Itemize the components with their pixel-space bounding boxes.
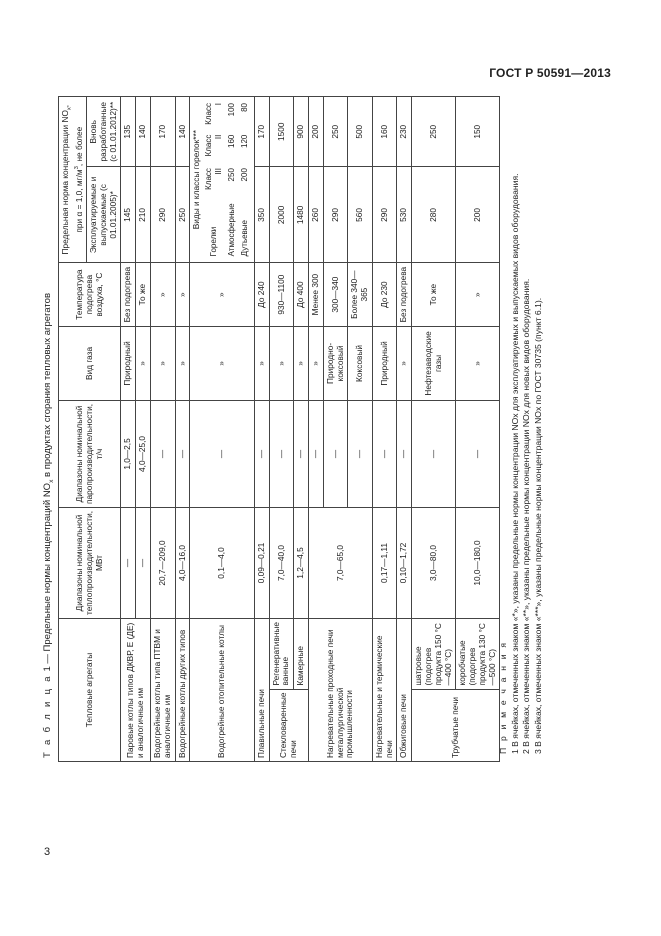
cell-steam: — <box>294 400 309 507</box>
burner-value: 250 <box>226 168 236 182</box>
page-number: 3 <box>44 846 51 858</box>
norm-sub: x <box>66 107 73 111</box>
cell-heat: 4,0—16,0 <box>175 507 190 618</box>
cell-unit-sub: шатровые (подогрев продукта 150 °С—400 °С) <box>412 619 456 690</box>
burner-value: 80 <box>240 103 250 112</box>
cell-steam: — <box>456 400 500 507</box>
cell-temp: 300—340 <box>323 263 348 327</box>
cell-existing: 2000 <box>269 167 294 263</box>
cell-heat: 1,2—4,5 <box>294 507 309 618</box>
cell-temp: До 230 <box>372 263 397 327</box>
burner-value: 160 <box>226 134 236 148</box>
cell-existing: 280 <box>412 167 456 263</box>
cell-heat: 0,09—0,21 <box>254 507 269 618</box>
burner-classes-cell <box>190 97 255 263</box>
note-item: 1 В ячейках, отмеченных знаком «*», указаны предельные нормы концентрации NOx для эксплуатируемых и выпускаемых видов оборудования. <box>509 173 520 754</box>
cell-existing: 350 <box>254 167 269 263</box>
cell-existing: 560 <box>348 167 373 263</box>
caption-prefix: Т а б л и ц а <box>42 674 53 758</box>
cell-new: 900 <box>294 97 309 168</box>
cell-new: 170 <box>150 97 175 168</box>
cell-temp: То же <box>412 263 456 327</box>
cell-temp: Без подогрева <box>397 263 412 327</box>
cell-steam: — <box>412 400 456 507</box>
col-header-existing: Эксплуатируемые и выпускаемые (с 01.01.2005)* <box>87 167 121 263</box>
burner-col-head: Класс III <box>204 168 223 190</box>
cell-existing: 145 <box>121 167 136 263</box>
cell-heat: 7,0—65,0 <box>308 507 372 618</box>
cell-temp: До 240 <box>254 263 269 327</box>
cell-unit: Водогрейные котлы других типов <box>175 619 190 762</box>
cell-existing: 250 <box>175 167 190 263</box>
cell-unit-group: Стекловаренные печи <box>269 689 308 761</box>
cell-gas: Природный <box>372 326 397 400</box>
cell-heat: 10,0—180,0 <box>456 507 500 618</box>
cell-steam: 4,0—25,0 <box>136 400 151 507</box>
caption-sub: x <box>47 479 55 483</box>
norm-label-mid: , при α = 1,0, мг/м <box>60 104 84 233</box>
cell-heat: 20,7—209,0 <box>150 507 175 618</box>
cell-steam: — <box>348 400 373 507</box>
cell-unit-sub: Регенеративные ванные <box>269 619 294 690</box>
table-row <box>412 97 456 762</box>
table-caption <box>42 293 55 758</box>
cell-unit: Паровые котлы типов ДКВР, Е (ДЕ) и аналогичные им <box>121 619 151 762</box>
cell-heat: 7,0—40,0 <box>269 507 294 618</box>
cell-unit: Нагревательные проходные печи металлургической промышленности <box>308 619 372 762</box>
cell-gas: Коксовый <box>348 326 373 400</box>
cell-temp: » <box>150 263 175 327</box>
cell-gas: » <box>136 326 151 400</box>
cell-existing: 200 <box>456 167 500 263</box>
table-row <box>190 97 255 762</box>
cell-gas: » <box>397 326 412 400</box>
burner-value: 100 <box>226 103 236 117</box>
cell-temp: Без подогрева <box>121 263 136 327</box>
cell-temp: » <box>175 263 190 327</box>
cell-new: 150 <box>456 97 500 168</box>
cell-existing: 290 <box>323 167 348 263</box>
cell-heat: 0,1—4,0 <box>190 507 255 618</box>
cell-new: 250 <box>323 97 348 168</box>
cell-temp: » <box>190 263 255 327</box>
cell-gas: » <box>269 326 294 400</box>
cell-new: 140 <box>136 97 151 168</box>
burner-value: 120 <box>240 134 250 148</box>
landscape-area <box>38 90 600 766</box>
cell-heat: — <box>121 507 136 618</box>
cell-heat: — <box>136 507 151 618</box>
cell-new: 170 <box>254 97 269 168</box>
cell-unit: Водогрейные котлы типа ПТВМ и аналогичные им <box>150 619 175 762</box>
cell-gas: Природно-коксовый <box>323 326 348 400</box>
nox-norms-table <box>58 96 500 762</box>
note-item: 2 В ячейках, отмеченных знаком «**», указаны предельные нормы концентрации NOx для новых видов оборудования. <box>521 278 532 754</box>
notes-title: П р и м е ч а н и я <box>498 640 508 754</box>
cell-gas: Нефтезаводские газы <box>412 326 456 400</box>
cell-steam: — <box>372 400 397 507</box>
cell-existing: 210 <box>136 167 151 263</box>
table-row <box>254 97 269 762</box>
cell-unit-group: Трубчатые печи <box>412 689 500 761</box>
cell-unit-sub: коробчатые (подогрев продукта 130 °С—500 °С) <box>456 619 500 690</box>
table-row <box>397 97 412 762</box>
col-header-units: Тепловые агрегаты <box>59 619 121 762</box>
burner-classes-title: Виды и классы горелок*** <box>191 130 202 230</box>
table-row <box>269 97 294 762</box>
cell-steam: — <box>308 400 323 507</box>
cell-steam: — <box>254 400 269 507</box>
burner-col-head: Класс II <box>204 134 223 157</box>
cell-gas: » <box>294 326 309 400</box>
cell-steam: — <box>397 400 412 507</box>
cell-temp: До 400 <box>294 263 309 327</box>
cell-unit: Плавильные печи <box>254 619 269 762</box>
cell-unit-sub: Камерные <box>294 619 309 690</box>
cell-temp: » <box>456 263 500 327</box>
norm-label-post: , не более <box>73 126 84 167</box>
cell-unit: Обжиговые печи <box>397 619 412 762</box>
cell-new: 250 <box>412 97 456 168</box>
table-row <box>456 97 500 762</box>
cell-temp: Менее 300 <box>308 263 323 327</box>
cell-steam: — <box>175 400 190 507</box>
burner-classes-table <box>202 100 252 259</box>
rotated-page-content <box>38 90 600 766</box>
cell-temp: Более 340—365 <box>348 263 373 327</box>
cell-unit: Водогрейные отопительные котлы <box>190 619 255 762</box>
caption-text: 1 — Предельные нормы концентраций NO <box>42 482 53 672</box>
col-header-norm <box>59 97 87 263</box>
cell-new: 160 <box>372 97 397 168</box>
cell-new: 200 <box>308 97 323 168</box>
table-row <box>175 97 190 762</box>
cell-steam: — <box>323 400 348 507</box>
cell-existing: 530 <box>397 167 412 263</box>
cell-heat: 3,0—80,0 <box>412 507 456 618</box>
cell-gas: » <box>456 326 500 400</box>
cell-steam: — <box>190 400 255 507</box>
cell-new: 140 <box>175 97 190 168</box>
burner-type: Дутьевые <box>240 219 250 257</box>
col-header-new: Вновь разработанные (с 01.01.2012)** <box>87 97 121 168</box>
cell-existing: 260 <box>308 167 323 263</box>
cell-existing: 290 <box>150 167 175 263</box>
norm-label: Предельная норма концентрации NO <box>60 110 70 255</box>
cell-gas: Природный <box>121 326 136 400</box>
cell-new: 500 <box>348 97 373 168</box>
cell-heat: 0,10—1,72 <box>397 507 412 618</box>
cell-unit: Нагревательные и термические печи <box>372 619 397 762</box>
notes-block <box>498 104 544 754</box>
cell-new: 230 <box>397 97 412 168</box>
cell-gas: » <box>308 326 323 400</box>
cell-gas: » <box>150 326 175 400</box>
cell-existing: 1480 <box>294 167 309 263</box>
cell-steam: — <box>269 400 294 507</box>
document-id: ГОСТ Р 50591—2013 <box>489 66 611 80</box>
table-row <box>372 97 397 762</box>
col-header-air-temp: Температура подогрева воздуха, °С <box>59 263 121 327</box>
cell-new: 1500 <box>269 97 294 168</box>
cell-gas: » <box>254 326 269 400</box>
cell-steam: — <box>150 400 175 507</box>
col-header-gas: Вид газа <box>59 326 121 400</box>
col-header-steam: Диапазоны номинальной паропроизводительности, т/ч <box>59 400 121 507</box>
caption-suffix: в продуктах сгорания тепловых агрегатов <box>42 293 53 480</box>
burner-value: 200 <box>240 168 250 182</box>
burner-type: Атмосферные <box>226 203 236 257</box>
cell-steam: 1,0—2,5 <box>121 400 136 507</box>
norm-sup: 3 <box>73 166 80 170</box>
table-row <box>150 97 175 762</box>
cell-temp: 930—1100 <box>269 263 294 327</box>
cell-temp: То же <box>136 263 151 327</box>
cell-existing: 290 <box>372 167 397 263</box>
table-row <box>121 97 136 762</box>
note-item: 3 В ячейках, отмеченных знаком «***», указаны предельные нормы концентрации NOx по ГОСТ 30735 (пункт 6.1). <box>532 297 543 754</box>
burner-col-head: Класс I <box>204 103 223 125</box>
cell-gas: » <box>190 326 255 400</box>
cell-heat: 0,17—1,11 <box>372 507 397 618</box>
table-row <box>294 97 309 762</box>
table-row <box>308 97 323 762</box>
burner-col-head: Горелки <box>208 226 218 257</box>
cell-new: 135 <box>121 97 136 168</box>
cell-gas: » <box>175 326 190 400</box>
col-header-heat: Диапазоны номинальной теплопроизводительности, МВт <box>59 507 121 618</box>
header-row <box>59 97 87 762</box>
